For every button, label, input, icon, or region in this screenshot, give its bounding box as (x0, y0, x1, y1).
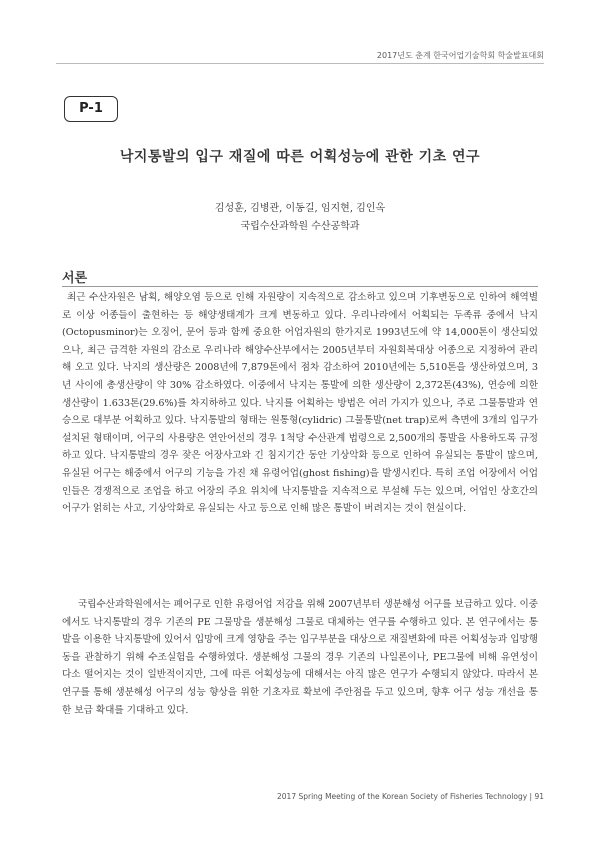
header-divider (56, 63, 544, 64)
affiliation: 국립수산과학원 수산공학과 (240, 221, 360, 232)
section-divider (62, 286, 538, 287)
poster-number-badge: P-1 (64, 96, 118, 122)
paper-title: 낙지통발의 입구 재질에 따른 어획성능에 관한 기초 연구 (119, 149, 481, 165)
running-header: 2017년도 춘계 한국어업기술학회 학술발표대회 (376, 51, 544, 60)
body-paragraph-1: 최근 수산자원은 남획, 해양오염 등으로 인해 자원량이 지속적으로 감소하고 있으며 기후변동으로 인하여 해역별로 이상 어종들이 출현하는 등 해양생태계가 크게 변동하고 있다. 우리나라에서 어획되는 두족류 중에서 낙지(Octopusminor)는 오징어, 문어 등과 함께 중요한 어업자원의 한가지로 1993년도에 약 14,000톤이 생산되었으나, 최근 급격한 자원의 감소로 우리나라 해양수산부에서는 2005년부터 자원회복대상 어종으로 지정하여 관리해 오고 있다. 낙지의 생산량은 2008년에 7,879톤에서 점차 감소하여 2010년에는 5,510톤을 생산하였으며, 3년 사이에 총생산량이 약 30% 감소하였다. 이중에서 낙지는 통발에 의한 생산량이 2,372톤(43%), 연승에 의한 생산량이 1.633톤(29.6%)를 차지하하고 있다. 낙지를 어획하는 방법은 여러 가지가 있으나, 주로 그물통발과 연승으로 대부분 어획하고 있다. 낙지통발의 형태는 원통형(cylidric) 그물통발(net trap)로써 측면에 3개의 입구가 설치된 형태이며, 어구의 사용량은 연안어선의 경우 1척당 수산관계 법령으로 2,500개의 통발을 사용하도록 규정하고 있다. 낙지통발의 경우 잦은 어장사고와 긴 침지기간 동안 기상악화 등으로 인하여 유실되는 통발이 많으며, 유실된 어구는 해중에서 어구의 기능을 가진 채 유령어업(ghost fishing)을 발생시킨다. 특히 조업 어장에서 어업인들은 경쟁적으로 조업을 하고 어장의 주요 위치에 낙지통발을 지속적으로 부설해 두는 있으며, 어업인 상호간의 어구가 얽히는 사고, 기상악화로 유실되는 사고 등으로 인해 많은 통발이 버려지는 것이 현실이다. (62, 292, 538, 515)
page-footer: 2017 Spring Meeting of the Korean Society of Fisheries Technology | 91 (277, 792, 544, 801)
body-paragraph-2: 국립수산과학원에서는 폐어구로 인한 유령어업 저감을 위해 2007년부터 생분해성 어구를 보급하고 있다. 이중에서도 낙지통발의 경우 기존의 PE 그물망을 생분해성 그물로 대체하는 연구를 수행하고 있다. 본 연구에서는 통발을 이용한 낙지통발에 있어서 입망에 크게 영향을 주는 입구부분을 대상으로 재질변화에 따른 어획성능과 입망행동을 관찰하기 위해 수조실험을 수행하였다. 생분해성 그물의 경우 기존의 나일론이나, PE그물에 비해 유연성이 다소 떨어지는 것이 일반적이지만, 그에 따른 어획성능에 대해서는 아직 많은 연구가 수행되지 않았다. 따라서 본 연구를 통해 생분해성 어구의 성능 향상을 위한 기초자료 확보에 주안점을 두고 있으며, 향후 어구 성능 개선을 통한 보급 확대를 기대하고 있다. (62, 599, 538, 716)
author-list: 김성훈, 김병관, 이동길, 임지현, 김인옥 (214, 203, 386, 214)
section-heading: 서론 (62, 271, 88, 286)
